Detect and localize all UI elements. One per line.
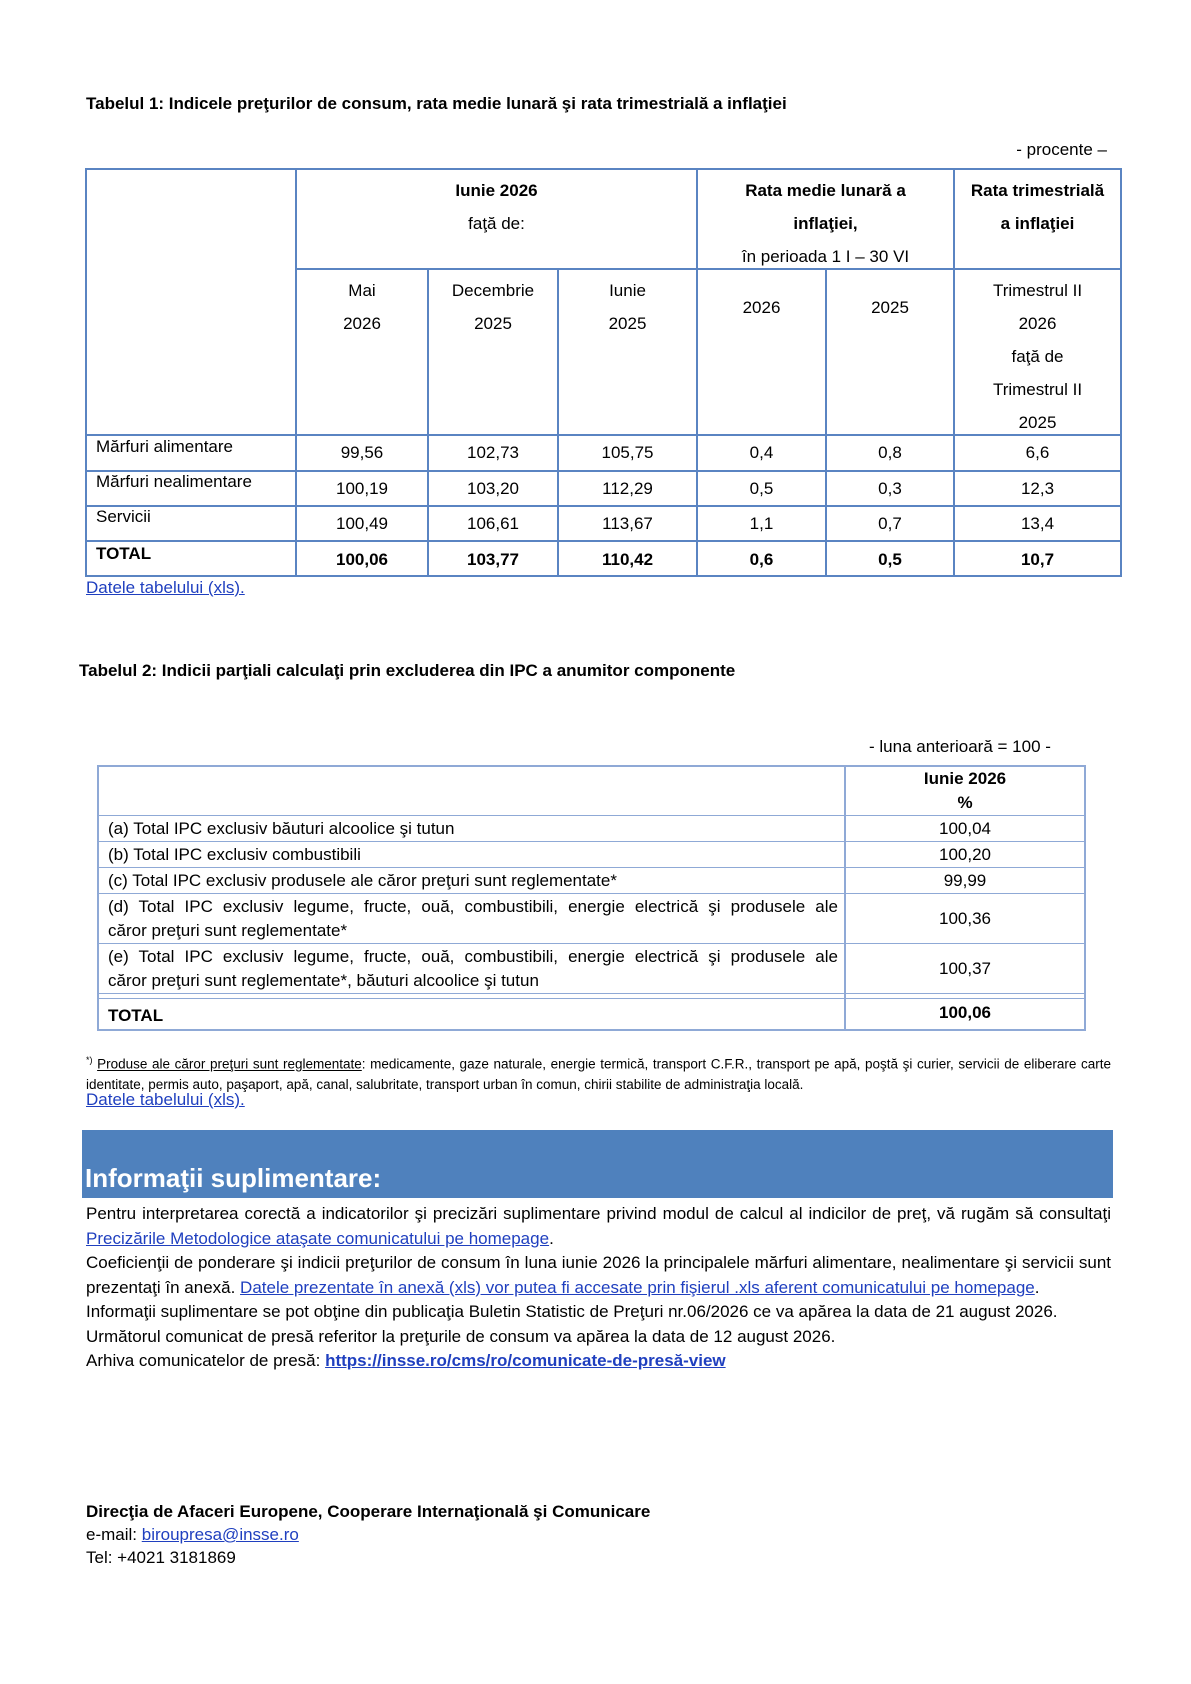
- table1-cell: 103,20: [467, 479, 519, 498]
- footnote-mark: *): [86, 1055, 93, 1065]
- table1-unit-label: - procente –: [1016, 140, 1107, 159]
- table1-header-quarter-2: a inflaţiei: [1000, 214, 1075, 233]
- table2-header-month: Iunie 2026: [923, 769, 1007, 788]
- info-title: Informaţii suplimentare:: [85, 1163, 382, 1193]
- table1-subheader-jun: Iunie: [609, 281, 646, 300]
- table1-cell: 99,56: [340, 443, 384, 462]
- table1-data-link[interactable]: Datele tabelului (xls).: [86, 578, 245, 597]
- table2-total-value: 100,06: [939, 1003, 991, 1022]
- table1-subheader-quarter-1: Trimestrul II: [992, 281, 1083, 300]
- table1-subheader-may-year: 2026: [343, 314, 381, 333]
- contact-block: [86, 1500, 650, 1569]
- table1-row-label: Mărfuri alimentare: [96, 437, 233, 456]
- table1-cell: 0,4: [749, 443, 774, 462]
- table2-row-value: 100,36: [939, 909, 991, 928]
- table1-cell: 106,61: [467, 514, 519, 533]
- footnote-term: Produse ale căror preţuri sunt reglementate: [97, 1056, 362, 1072]
- table1-cell: 105,75: [601, 443, 654, 462]
- table2-row-value: 100,04: [939, 819, 991, 838]
- table1-total-cell: 10,7: [1020, 550, 1055, 569]
- info-paragraph-next-release: Următorul comunicat de presă referitor la preţurile de consum va apărea la data de 12 august 2026.: [86, 1326, 836, 1346]
- table1-subheader-2025: 2025: [871, 298, 909, 317]
- table1-header-june-sub: faţă de:: [468, 214, 525, 233]
- table1-header-rate: Rata medie lunară a: [745, 181, 906, 200]
- table1-subheader-quarter-5: 2025: [1018, 413, 1057, 432]
- table2-title: Tabelul 2: Indicii parţiali calculaţi prin excluderea din IPC a anumitor componente: [79, 661, 736, 680]
- methodology-link[interactable]: Precizările Metodologice ataşate comunicatului pe homepage: [86, 1228, 550, 1248]
- table1-cell: 0,8: [878, 443, 902, 462]
- table1-cell: 113,67: [602, 514, 653, 533]
- table2-row-label-cont: căror preţuri sunt reglementate*, băuturi alcoolice şi tutun: [108, 971, 539, 990]
- table1-header-quarter: Rata trimestrială: [970, 181, 1105, 200]
- table1-cell: 102,73: [467, 443, 519, 462]
- table1-cell: 112,29: [602, 479, 653, 498]
- table1-row-label: Servicii: [96, 507, 151, 526]
- contact-department: Direcţia de Afaceri Europene, Cooperare Internaţională şi Comunicare: [86, 1502, 651, 1521]
- annex-data-link[interactable]: Datele prezentate în anexă (xls) vor putea fi accesate prin fişierul .xls aferent comunicatului pe homepage: [240, 1277, 1035, 1297]
- table2-row-label: (c) Total IPC exclusiv produsele ale căror preţuri sunt reglementate*: [108, 871, 617, 890]
- table1-total-cell: 100,06: [336, 550, 388, 569]
- table1-subheader-quarter-3: faţă de: [1011, 347, 1064, 366]
- table2-row-label-cont: căror preţuri sunt reglementate*: [108, 921, 348, 940]
- table1-cell: 100,49: [336, 514, 388, 533]
- table2-row-label: (d) Total IPC exclusiv legume, fructe, ouă, combustibili, energie electrică şi produsele ale: [108, 897, 838, 916]
- footnote-text: : medicamente, gaze naturale, energie termică, transport C.F.R., transport pe apă, poştă şi curier, servicii de eliberare carte identitate, permis auto, paşaport, apă, canal, salubritate, transport urban în comun, chirii stabilite de administraţia locală.: [86, 1056, 1111, 1092]
- table1-cell: 0,5: [749, 479, 774, 498]
- table1-total-label: TOTAL: [96, 544, 152, 563]
- table2-row-label: (e) Total IPC exclusiv legume, fructe, ouă, combustibili, energie electrică şi produsele ale: [108, 947, 838, 966]
- info-paragraph-bulletin: Informaţii suplimentare se pot obţine din publicaţia Buletin Statistic de Preţuri nr.06/2026 ce va apărea la data de 21 august 2026.: [86, 1302, 1058, 1321]
- table1-cell: 13,4: [1020, 514, 1055, 533]
- contact-phone: Tel: +4021 3181869: [86, 1548, 236, 1567]
- table1-subheader-quarter-2: 2026: [1018, 314, 1057, 333]
- table1-subheader-2026: 2026: [742, 298, 781, 317]
- info-body: [86, 1202, 1111, 1374]
- table1-subheader-may: Mai: [348, 281, 376, 300]
- table2-unit-label: - luna anterioară = 100 -: [869, 737, 1051, 756]
- table1-total-cell: 103,77: [467, 550, 519, 569]
- info-paragraph-methodology: Pentru interpretarea corectă a indicatorilor şi precizări suplimentare privind modul de calcul al indicilor de preţ, vă rugăm să consultaţi Precizările Metodologice ataşate comunicatului pe homepage.: [86, 1204, 1111, 1248]
- table1-row-label: Mărfuri nealimentare: [96, 472, 252, 491]
- table2-row-value: 100,37: [939, 959, 991, 978]
- table1-total-cell: 110,42: [601, 550, 654, 569]
- table1-cell: 6,6: [1025, 443, 1050, 462]
- table1-subheader-dec: Decembrie: [451, 281, 535, 300]
- table2-header-percent: %: [957, 793, 973, 812]
- table1-header-june: Iunie 2026: [455, 181, 538, 200]
- table1-total-cell: 0,6: [749, 550, 774, 569]
- table1-header-rate-2: inflaţiei,: [793, 214, 858, 233]
- table2-row-value: 100,20: [939, 845, 991, 864]
- table1-subheader-dec-year: 2025: [474, 314, 512, 333]
- table1-cell: 0,3: [878, 479, 902, 498]
- table2-footnote: [86, 1050, 1111, 1095]
- table2-data-link[interactable]: Datele tabelului (xls).: [86, 1090, 245, 1109]
- table2-row-value: 99,99: [943, 871, 987, 890]
- info-paragraph-weights: Coeficienţii de ponderare şi indicii preţurilor de consum în luna iunie 2026 la principalele mărfuri alimentare, nealimentare şi servicii sunt prezentaţi în anexă. Datele prezentate în anexă (xls) vor putea fi accesate prin fişierul .xls aferent comunicatului pe homepage.: [86, 1253, 1111, 1297]
- table2-row-label: (a) Total IPC exclusiv băuturi alcoolice şi tutun: [108, 819, 455, 838]
- table1-cell: 100,19: [336, 479, 388, 498]
- table1-total-cell: 0,5: [878, 550, 902, 569]
- archive-link[interactable]: https://insse.ro/cms/ro/comunicate-de-presă-view: [325, 1351, 726, 1370]
- table2-total-label: TOTAL: [108, 1006, 164, 1025]
- table1-header-rate-period: în perioada 1 I – 30 VI: [741, 247, 910, 266]
- contact-email-link[interactable]: biroupresa@insse.ro: [141, 1525, 299, 1544]
- table1-cell: 1,1: [749, 514, 774, 533]
- table1-cell: 0,7: [878, 514, 902, 533]
- table1-cell: 12,3: [1020, 479, 1055, 498]
- info-paragraph-archive: Arhiva comunicatelor de presă: https://insse.ro/cms/ro/comunicate-de-presă-view: [86, 1351, 726, 1370]
- table1-subheader-jun-year: 2025: [608, 314, 647, 333]
- contact-email-line: e-mail: biroupresa@insse.ro: [86, 1525, 299, 1544]
- table2-row-label: (b) Total IPC exclusiv combustibili: [108, 845, 361, 864]
- table1-subheader-quarter-4: Trimestrul II: [992, 380, 1083, 399]
- table1-title: Tabelul 1: Indicele preţurilor de consum, rata medie lunară şi rata trimestrială a inflaţiei: [86, 94, 787, 113]
